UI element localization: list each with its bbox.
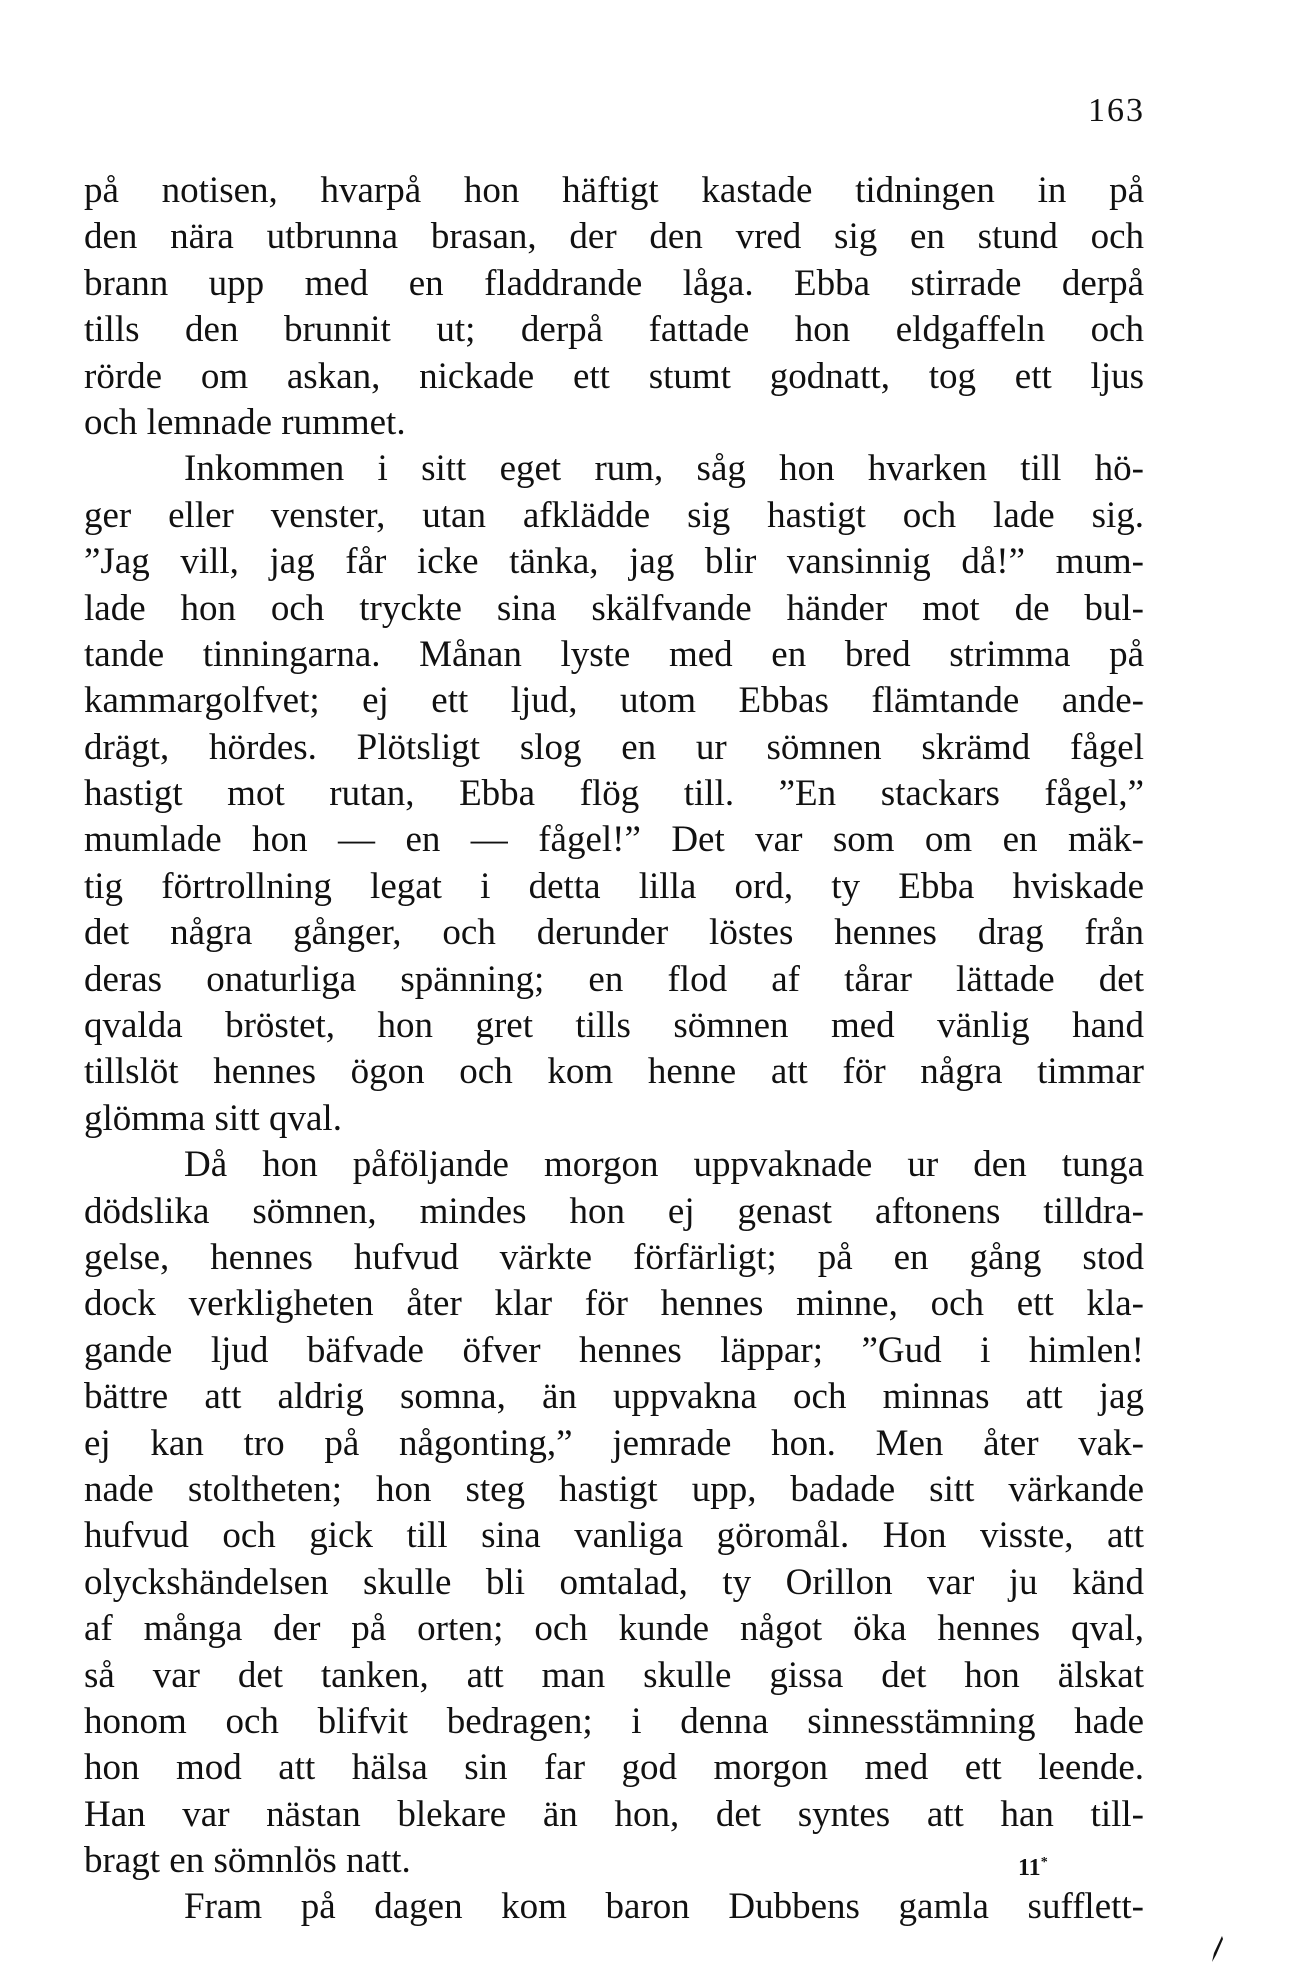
text-line: hastigt mot rutan, Ebba flög till. ”En stackars fågel,” [84,773,1144,815]
text-line: ”Jag vill, jag får icke tänka, jag blir vansinnig då!” mum- [84,541,1144,583]
text-line: på notisen, hvarpå hon häftigt kastade tidningen in på [84,170,1144,211]
text-line: tills den brunnit ut; derpå fattade hon eldgaffeln och [84,309,1144,351]
text-line: tande tinningarna. Månan lyste med en bred strimma på [84,633,1144,675]
body-text [84,168,1144,1931]
text-line: det några gånger, och derunder löstes hennes drag från [84,912,1144,954]
text-line: Fram på dagen kom baron Dubbens gamla sufflett- [184,1886,1144,1928]
text-line: Inkommen i sitt eget rum, såg hon hvarken till hö- [184,448,1144,490]
text-line: dock verkligheten åter klar för hennes minne, och ett kla- [84,1283,1144,1325]
text-line: ger eller venster, utan afklädde sig hastigt och lade sig. [84,494,1144,536]
text-line: hufvud och gick till sina vanliga göromål. Hon visste, att [84,1515,1144,1557]
text-line: kammargolfvet; ej ett ljud, utom Ebbas flämtande ande- [84,680,1144,722]
text-line: lade hon och tryckte sina skälfvande händer mot de bul- [84,587,1144,629]
text-line: Då hon påföljande morgon uppvaknade ur den tunga [184,1144,1144,1186]
text-line: och lemnade rummet. [84,401,406,443]
page-number: 163 [1088,92,1145,129]
text-line: af många der på orten; och kunde något öka hennes qval, [84,1608,1144,1650]
text-line: rörde om askan, nickade ett stumt godnatt, tog ett ljus [84,355,1144,397]
text-line: qvalda bröstet, hon gret tills sömnen med vänlig hand [84,1005,1144,1047]
text-line: den nära utbrunna brasan, der den vred sig en stund och [84,216,1144,258]
text-line: honom och blifvit bedragen; i denna sinnesstämning hade [84,1700,1144,1742]
text-line: gande ljud bäfvade öfver hennes läppar; ”Gud i himlen! [84,1329,1144,1371]
text-line: glömma sitt qval. [84,1097,342,1139]
signature-mark: 11* [1018,1855,1048,1881]
text-line: bättre att aldrig somna, än uppvakna och minnas att jag [84,1376,1144,1418]
text-line: olyckshändelsen skulle bli omtalad, ty Orillon var ju känd [84,1561,1144,1603]
text-line: drägt, hördes. Plötsligt slog en ur sömnen skrämd fågel [84,726,1144,768]
text-line: mumlade hon — en — fågel!” Det var som om en mäk- [84,819,1144,861]
text-line: Han var nästan blekare än hon, det syntes att han till- [84,1793,1144,1835]
text-line: dödslika sömnen, mindes hon ej genast aftonens tilldra- [84,1190,1144,1232]
text-line: deras onaturliga spänning; en flod af tårar lättade det [84,958,1144,1000]
text-line: nade stoltheten; hon steg hastigt upp, badade sitt värkande [84,1468,1144,1510]
text-line: så var det tanken, att man skulle gissa det hon älskat [84,1654,1144,1696]
text-line: ej kan tro på någonting,” jemrade hon. Men åter vak- [84,1422,1144,1464]
text-line: brann upp med en fladdrande låga. Ebba stirrade derpå [84,262,1144,304]
ink-mark-icon [1210,1935,1224,1963]
text-line: tillslöt hennes ögon och kom henne att för några timmar [84,1051,1144,1093]
text-line: hon mod att hälsa sin far god morgon med ett leende. [84,1747,1144,1789]
text-line: tig förtrollning legat i detta lilla ord, ty Ebba hviskade [84,865,1144,907]
text-line: bragt en sömnlös natt. [84,1840,411,1882]
text-line: gelse, hennes hufvud värkte förfärligt; på en gång stod [84,1236,1144,1278]
